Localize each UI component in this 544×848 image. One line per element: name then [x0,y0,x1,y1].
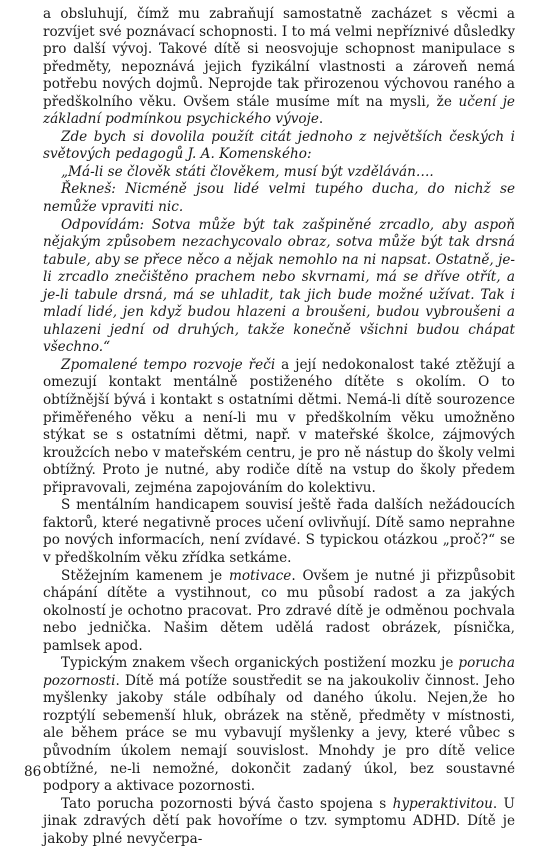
italic-run: „Má-li se člověk státi člověkem, musí být vzděláván…. [61,163,434,180]
page-number: 86 [24,764,42,780]
paragraph-2 [43,129,515,164]
paragraph-1 [43,6,515,129]
italic-run: motivace [228,567,292,584]
text-run: a obsluhují, čímž mu zabraňují samostatně zacházet s věcmi a rozvíjet své poznávací schopnosti. I to má velmi nepříznivé důsledky pro další vývoj. Takové dítě si neosvojuje schopnost manipulace s předměty, nepoznává jejich fyzikální vlastnosti a zároveň nemá potřebu nových dojmů. Neprojde tak přirozenou výchovou raného a předškolního věku. Ovšem stále musíme mít na mysli, že [43,6,515,110]
text-run: a její nedokonalost také ztěžují a omezují kontakt mentálně postiženého dítěte s okolím. O to obtížnější bývá i kontakt s ostatními dětmi. Nemá-li dítě sourozence přiměřeného věku a není-li mu v předškolním věku umožněno stýkat se s ostatními dětmi, např. v mateřské školce, zájmových kroužcích nebo v mateřském centru, je pro ně nástup do školy velmi obtížný. Proto je nutné, aby rodiče dítě na vstup do školy předem připravovali, zejména zapojováním do kolektivu. [43,356,515,496]
paragraph-7 [43,497,515,567]
paragraph-5 [43,217,515,357]
text-run: . U jinak zdravých dětí pak hovoříme o tzv. symptomu ADHD. Dítě je jakoby plné nevyčerpa- [43,795,515,847]
paragraph-8 [43,568,515,656]
italic-run: Řekneš: Nicméně jsou lidé velmi tupého ducha, do nichž se nemůže vpraviti nic. [43,181,515,216]
text-run: Typickým znakem všech organických postižení mozku je [61,655,459,672]
text-run: Tato porucha pozornosti bývá často spojena s [61,795,393,812]
italic-run: hyperaktivitou [392,795,493,812]
italic-run: učení je základní podmínkou psychického vývoje [43,93,515,128]
text-run: . Ovšem je nutné ji přizpůsobit chápání dítěte a vystihnout, co mu působí radost a za jakých okolností je ochotno pracovat. Pro zdravé dítě je odměnou pochvala nebo jednička. Našim dětem udělá radost obrázek, písnička, pamlsek apod. [43,567,515,654]
page-body [43,6,515,848]
paragraph-9 [43,655,515,795]
paragraph-10 [43,796,515,848]
italic-run: porucha pozornosti [43,655,515,689]
text-run: Stěžejním kamenem je [61,567,229,584]
italic-run: Zpomalené tempo rozvoje řeči [61,356,276,373]
italic-run: Odpovídám: Sotva může být tak zašpiněné zrcadlo, aby aspoň nějakým způsobem nezachycovalo obraz, sotva může být tak drsná tabule, aby se přece něco a nějak nemohlo na ni napsat. Ostatně, je-li zrcadlo znečištěno prachem nebo skvrnami, má se dříve otřít, a je-li tabule drsná, má se uhladit, tak jich bude možné užívat. Tak i mladí lidé, jen když budou hlazeni a broušeni, budou vybroušeni a uhlazeni jední od druhých, takže konečně všichni budou chápat všechno.“ [43,216,515,356]
text-run: . [318,111,324,128]
paragraph-4 [43,181,515,216]
paragraph-6 [43,357,515,497]
paragraph-3 [43,164,515,182]
text-run: . Dítě má potíže soustředit se na jakoukoliv činnost. Jeho myšlenky jakoby stále odbíhaly od daného úkolu. Nejen,že ho rozptýlí sebemenší hluk, obrázek na stěně, předměty v místnosti, ale během práce se mu vybavují myšlenky a jevy, které vůbec s původním úkolem nemají souvislost. Mnohdy je pro dítě velice obtížné, ne-li nemožné, dokončit zadaný úkol, bez soustavné podpory a aktivace pozornosti. [43,672,515,795]
text-run: S mentálním handicapem souvisí ještě řada dalších nežádoucích faktorů, které negativně proces učení ovlivňují. Dítě samo neprahne po nových informacích, není zvídavé. S typickou otázkou „proč?“ se v předškolním věku zřídka setkáme. [43,497,515,566]
italic-run: Zde bych si dovolila použít citát jednoho z největších českých i světových pedagogů J. A. Komenského: [43,128,515,163]
